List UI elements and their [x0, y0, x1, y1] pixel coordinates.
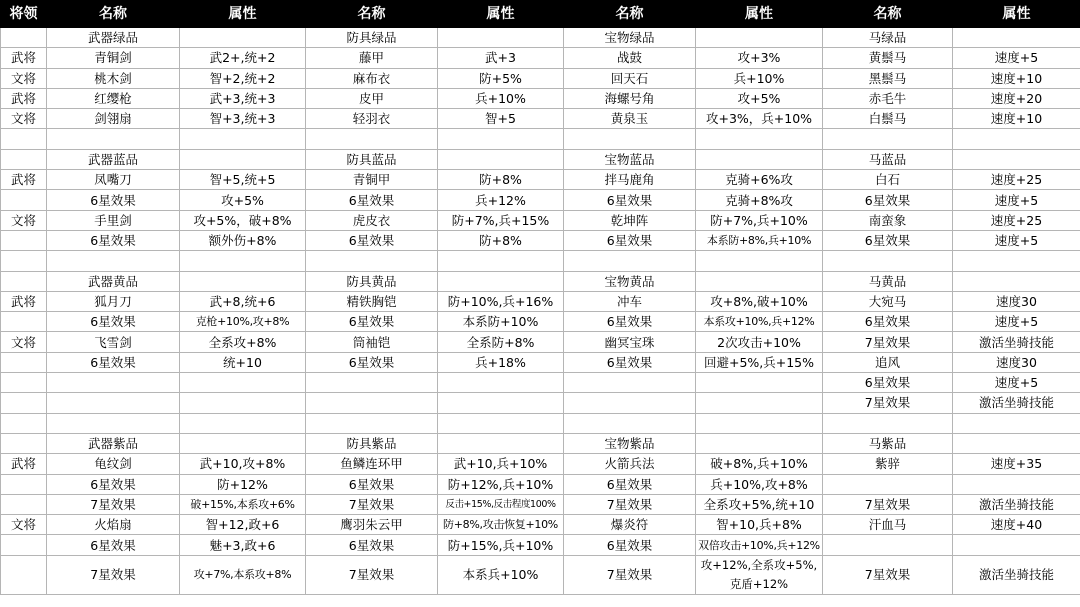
table-cell: 皮甲 — [306, 88, 438, 108]
table-cell: 拌马鹿角 — [564, 170, 696, 190]
table-row — [1, 515, 1080, 535]
table-cell — [953, 474, 1080, 494]
table-cell — [438, 433, 564, 453]
table-cell: 7星效果 — [823, 332, 953, 352]
table-cell: 幽冥宝珠 — [564, 332, 696, 352]
table-row — [1, 312, 1080, 332]
table-row — [1, 352, 1080, 372]
table-cell: 回天石 — [564, 68, 696, 88]
table-cell: 统+10 — [180, 352, 306, 372]
table-cell — [1, 555, 47, 594]
table-cell: 攻+3% — [696, 48, 823, 68]
table-cell: 汗血马 — [823, 515, 953, 535]
table-cell: 速度+40 — [953, 515, 1080, 535]
table-cell: 武+3,统+3 — [180, 88, 306, 108]
table-cell: 速度30 — [953, 291, 1080, 311]
table-row — [1, 170, 1080, 190]
table-cell: 海螺号角 — [564, 88, 696, 108]
table-cell — [306, 129, 438, 149]
table-row — [1, 251, 1080, 271]
table-cell: 大宛马 — [823, 291, 953, 311]
table-cell: 宝物黄品 — [564, 271, 696, 291]
table-cell: 额外伤+8% — [180, 230, 306, 250]
table-cell: 双倍攻击+10%,兵+12% — [696, 535, 823, 555]
table-cell: 回避+5%,兵+15% — [696, 352, 823, 372]
table-cell — [1, 413, 47, 433]
table-cell — [438, 373, 564, 393]
table-cell: 紫骍 — [823, 454, 953, 474]
table-cell — [953, 251, 1080, 271]
table-cell: 虎皮衣 — [306, 210, 438, 230]
column-header: 属性 — [696, 1, 823, 28]
table-cell: 激活坐骑技能 — [953, 393, 1080, 413]
table-cell: 6星效果 — [564, 474, 696, 494]
table-row — [1, 271, 1080, 291]
table-cell — [47, 251, 180, 271]
column-header: 属性 — [180, 1, 306, 28]
table-row — [1, 291, 1080, 311]
table-cell: 魅+3,政+6 — [180, 535, 306, 555]
table-cell: 凤嘴刀 — [47, 170, 180, 190]
table-cell: 攻+8%,破+10% — [696, 291, 823, 311]
table-cell — [696, 433, 823, 453]
table-cell: 本系兵+10% — [438, 555, 564, 594]
table-cell: 7星效果 — [306, 494, 438, 514]
table-cell: 6星效果 — [306, 190, 438, 210]
table-cell: 火箭兵法 — [564, 454, 696, 474]
table-cell — [1, 494, 47, 514]
table-cell: 克骑+6%攻 — [696, 170, 823, 190]
table-cell: 本系防+10% — [438, 312, 564, 332]
table-cell — [438, 129, 564, 149]
table-cell: 赤毛牛 — [823, 88, 953, 108]
table-cell: 武器蓝品 — [47, 149, 180, 169]
table-cell: 6星效果 — [306, 230, 438, 250]
column-header: 属性 — [953, 1, 1080, 28]
table-row — [1, 454, 1080, 474]
table-cell — [47, 393, 180, 413]
table-cell: 本系攻+10%,兵+12% — [696, 312, 823, 332]
table-cell — [1, 535, 47, 555]
table-cell — [953, 28, 1080, 48]
table-cell: 宝物蓝品 — [564, 149, 696, 169]
table-cell: 6星效果 — [306, 535, 438, 555]
table-cell: 龟纹剑 — [47, 454, 180, 474]
table-cell — [823, 251, 953, 271]
table-row — [1, 474, 1080, 494]
table-cell — [180, 413, 306, 433]
table-cell — [438, 251, 564, 271]
table-cell: 红缨枪 — [47, 88, 180, 108]
table-cell — [306, 413, 438, 433]
table-cell — [1, 352, 47, 372]
table-cell — [438, 28, 564, 48]
table-cell: 6星效果 — [564, 230, 696, 250]
table-cell: 文将 — [1, 109, 47, 129]
table-cell: 青铜甲 — [306, 170, 438, 190]
table-cell — [1, 474, 47, 494]
table-cell — [564, 251, 696, 271]
table-cell — [1, 433, 47, 453]
table-cell — [953, 433, 1080, 453]
table-cell — [180, 129, 306, 149]
table-cell — [180, 251, 306, 271]
table-cell: 武+10,攻+8% — [180, 454, 306, 474]
column-header: 名称 — [823, 1, 953, 28]
table-cell — [823, 413, 953, 433]
table-cell: 防+15%,兵+10% — [438, 535, 564, 555]
table-cell: 防具紫品 — [306, 433, 438, 453]
table-cell: 宝物绿品 — [564, 28, 696, 48]
table-cell — [1, 129, 47, 149]
table-cell: 反击+15%,反击程度100% — [438, 494, 564, 514]
table-cell: 武2+,统+2 — [180, 48, 306, 68]
table-cell: 黄鬃马 — [823, 48, 953, 68]
table-cell: 文将 — [1, 210, 47, 230]
table-cell: 7星效果 — [564, 494, 696, 514]
table-cell: 防具黄品 — [306, 271, 438, 291]
table-cell — [696, 251, 823, 271]
table-cell: 马蓝品 — [823, 149, 953, 169]
table-cell: 速度+5 — [953, 190, 1080, 210]
table-cell: 麻布衣 — [306, 68, 438, 88]
table-cell: 速度+5 — [953, 373, 1080, 393]
table-row — [1, 230, 1080, 250]
table-cell: 文将 — [1, 68, 47, 88]
table-cell: 文将 — [1, 332, 47, 352]
table-cell: 马绿品 — [823, 28, 953, 48]
table-cell: 兵+18% — [438, 352, 564, 372]
table-cell — [47, 129, 180, 149]
table-cell: 6星效果 — [47, 312, 180, 332]
table-cell: 克骑+8%攻 — [696, 190, 823, 210]
table-cell — [1, 393, 47, 413]
table-cell: 7星效果 — [823, 555, 953, 594]
table-cell: 防具蓝品 — [306, 149, 438, 169]
table-cell: 马黄品 — [823, 271, 953, 291]
table-cell: 6星效果 — [47, 352, 180, 372]
table-cell — [1, 312, 47, 332]
table-cell — [1, 271, 47, 291]
table-cell: 7星效果 — [823, 393, 953, 413]
table-row — [1, 109, 1080, 129]
table-cell — [696, 271, 823, 291]
column-header: 属性 — [438, 1, 564, 28]
column-header: 名称 — [564, 1, 696, 28]
table-cell — [180, 433, 306, 453]
table-cell — [953, 129, 1080, 149]
table-cell: 防+5% — [438, 68, 564, 88]
table-cell: 筒袖铠 — [306, 332, 438, 352]
table-cell — [180, 28, 306, 48]
table-cell: 防+7%,兵+10% — [696, 210, 823, 230]
table-cell — [823, 535, 953, 555]
table-cell: 武将 — [1, 88, 47, 108]
table-cell: 兵+10%,攻+8% — [696, 474, 823, 494]
table-cell — [564, 413, 696, 433]
table-cell: 火焰扇 — [47, 515, 180, 535]
table-cell: 武器绿品 — [47, 28, 180, 48]
table-cell: 防+12% — [180, 474, 306, 494]
table-cell: 速度+35 — [953, 454, 1080, 474]
table-cell: 武器紫品 — [47, 433, 180, 453]
table-cell: 智+12,政+6 — [180, 515, 306, 535]
table-cell — [438, 413, 564, 433]
table-cell: 冲车 — [564, 291, 696, 311]
table-cell: 克枪+10%,攻+8% — [180, 312, 306, 332]
table-cell — [306, 251, 438, 271]
table-cell: 桃木剑 — [47, 68, 180, 88]
table-row — [1, 413, 1080, 433]
table-cell: 7星效果 — [823, 494, 953, 514]
table-cell: 速度+25 — [953, 210, 1080, 230]
table-cell: 6星效果 — [306, 312, 438, 332]
table-cell: 攻+3%，兵+10% — [696, 109, 823, 129]
table-cell: 智+5,统+5 — [180, 170, 306, 190]
table-cell — [438, 271, 564, 291]
table-cell — [180, 373, 306, 393]
table-cell: 武+10,兵+10% — [438, 454, 564, 474]
table-cell: 手里剑 — [47, 210, 180, 230]
table-cell: 6星效果 — [564, 535, 696, 555]
table-row — [1, 129, 1080, 149]
table-cell — [438, 393, 564, 413]
table-row — [1, 210, 1080, 230]
table-cell — [696, 129, 823, 149]
table-cell: 6星效果 — [47, 474, 180, 494]
table-cell: 防+8%,攻击恢复+10% — [438, 515, 564, 535]
table-cell — [1, 28, 47, 48]
table-cell — [696, 28, 823, 48]
table-cell: 藤甲 — [306, 48, 438, 68]
table-cell — [953, 413, 1080, 433]
table-row — [1, 88, 1080, 108]
table-cell: 速度+5 — [953, 230, 1080, 250]
table-row — [1, 555, 1080, 594]
table-cell: 青铜剑 — [47, 48, 180, 68]
table-cell — [564, 393, 696, 413]
table-cell: 攻+5%，破+8% — [180, 210, 306, 230]
table-cell: 6星效果 — [823, 190, 953, 210]
table-cell: 黑鬃马 — [823, 68, 953, 88]
table-cell: 速度+10 — [953, 109, 1080, 129]
table-cell: 6星效果 — [306, 474, 438, 494]
table-cell: 激活坐骑技能 — [953, 555, 1080, 594]
table-cell: 6星效果 — [47, 535, 180, 555]
table-cell — [823, 474, 953, 494]
table-cell — [47, 373, 180, 393]
table-cell: 本系防+8%,兵+10% — [696, 230, 823, 250]
table-cell — [564, 129, 696, 149]
table-cell — [953, 535, 1080, 555]
table-cell: 速度+5 — [953, 48, 1080, 68]
table-row — [1, 48, 1080, 68]
table-cell — [696, 149, 823, 169]
table-cell: 防+8% — [438, 170, 564, 190]
table-cell: 黄泉玉 — [564, 109, 696, 129]
table-cell: 攻+12%,全系攻+5%,克盾+12% — [696, 555, 823, 594]
table-cell: 兵+12% — [438, 190, 564, 210]
table-cell: 白鬃马 — [823, 109, 953, 129]
table-cell: 武将 — [1, 291, 47, 311]
table-cell: 剑翎扇 — [47, 109, 180, 129]
table-cell — [564, 373, 696, 393]
table-cell: 兵+10% — [696, 68, 823, 88]
table-cell: 武器黄品 — [47, 271, 180, 291]
table-cell: 宝物紫品 — [564, 433, 696, 453]
table-cell: 6星效果 — [306, 352, 438, 372]
table-cell — [306, 393, 438, 413]
table-cell: 爆炎符 — [564, 515, 696, 535]
table-cell: 乾坤阵 — [564, 210, 696, 230]
table-cell: 7星效果 — [306, 555, 438, 594]
table-cell: 智+3,统+3 — [180, 109, 306, 129]
table-row — [1, 149, 1080, 169]
table-cell: 7星效果 — [47, 494, 180, 514]
table-cell — [1, 251, 47, 271]
table-cell — [1, 230, 47, 250]
table-cell: 6星效果 — [47, 230, 180, 250]
column-header: 名称 — [47, 1, 180, 28]
table-cell: 激活坐骑技能 — [953, 332, 1080, 352]
table-cell: 6星效果 — [823, 230, 953, 250]
table-cell: 速度+25 — [953, 170, 1080, 190]
table-cell: 破+15%,本系攻+6% — [180, 494, 306, 514]
table-cell — [696, 413, 823, 433]
table-cell: 智+5 — [438, 109, 564, 129]
table-cell: 全系攻+5%,统+10 — [696, 494, 823, 514]
table-cell: 速度30 — [953, 352, 1080, 372]
table-cell: 6星效果 — [564, 190, 696, 210]
table-cell: 防+8% — [438, 230, 564, 250]
table-cell: 速度+20 — [953, 88, 1080, 108]
table-cell — [180, 393, 306, 413]
table-cell: 攻+5% — [180, 190, 306, 210]
table-cell: 精铁胸铠 — [306, 291, 438, 311]
table-cell: 防具绿品 — [306, 28, 438, 48]
table-cell — [696, 393, 823, 413]
table-cell: 战鼓 — [564, 48, 696, 68]
table-cell: 武将 — [1, 170, 47, 190]
table-cell: 智+2,统+2 — [180, 68, 306, 88]
table-cell: 文将 — [1, 515, 47, 535]
table-cell: 激活坐骑技能 — [953, 494, 1080, 514]
table-cell: 狐月刀 — [47, 291, 180, 311]
table-cell: 6星效果 — [823, 373, 953, 393]
table-cell: 飞雪剑 — [47, 332, 180, 352]
table-row — [1, 433, 1080, 453]
table-cell — [953, 149, 1080, 169]
table-cell: 追风 — [823, 352, 953, 372]
table-row — [1, 393, 1080, 413]
table-cell — [438, 149, 564, 169]
table-cell: 马紫品 — [823, 433, 953, 453]
column-header: 将领 — [1, 1, 47, 28]
table-cell — [47, 413, 180, 433]
table-cell: 轻羽衣 — [306, 109, 438, 129]
table-cell: 武将 — [1, 48, 47, 68]
table-cell: 攻+5% — [696, 88, 823, 108]
table-cell: 全系攻+8% — [180, 332, 306, 352]
table-cell: 防+7%,兵+15% — [438, 210, 564, 230]
table-cell: 兵+10% — [438, 88, 564, 108]
table-cell — [823, 129, 953, 149]
table-row — [1, 373, 1080, 393]
table-row — [1, 28, 1080, 48]
table-cell: 6星效果 — [823, 312, 953, 332]
table-cell: 白石 — [823, 170, 953, 190]
table-cell — [696, 373, 823, 393]
table-cell — [1, 373, 47, 393]
column-header: 名称 — [306, 1, 438, 28]
table-cell: 武将 — [1, 454, 47, 474]
table-row — [1, 332, 1080, 352]
table-row — [1, 190, 1080, 210]
table-cell — [306, 373, 438, 393]
table-cell: 鱼鳞连环甲 — [306, 454, 438, 474]
table-row — [1, 68, 1080, 88]
table-cell: 6星效果 — [564, 352, 696, 372]
table-cell — [180, 149, 306, 169]
header-row — [1, 1, 1080, 28]
table-cell: 攻+7%,本系攻+8% — [180, 555, 306, 594]
table-cell — [1, 149, 47, 169]
table-cell: 7星效果 — [564, 555, 696, 594]
table-cell — [1, 190, 47, 210]
table-cell: 智+10,兵+8% — [696, 515, 823, 535]
table-cell: 武+8,统+6 — [180, 291, 306, 311]
table-cell: 6星效果 — [564, 312, 696, 332]
table-row — [1, 494, 1080, 514]
table-cell — [180, 271, 306, 291]
table-cell: 破+8%,兵+10% — [696, 454, 823, 474]
table-cell: 速度+5 — [953, 312, 1080, 332]
table-cell: 武+3 — [438, 48, 564, 68]
table-cell: 防+12%,兵+10% — [438, 474, 564, 494]
table-cell: 2次攻击+10% — [696, 332, 823, 352]
table-cell: 速度+10 — [953, 68, 1080, 88]
table-cell: 全系防+8% — [438, 332, 564, 352]
table-cell: 南蛮象 — [823, 210, 953, 230]
table-row — [1, 535, 1080, 555]
table-cell: 防+10%,兵+16% — [438, 291, 564, 311]
table-cell: 7星效果 — [47, 555, 180, 594]
table-cell: 6星效果 — [47, 190, 180, 210]
table-cell — [953, 271, 1080, 291]
table-cell: 鹰羽朱云甲 — [306, 515, 438, 535]
